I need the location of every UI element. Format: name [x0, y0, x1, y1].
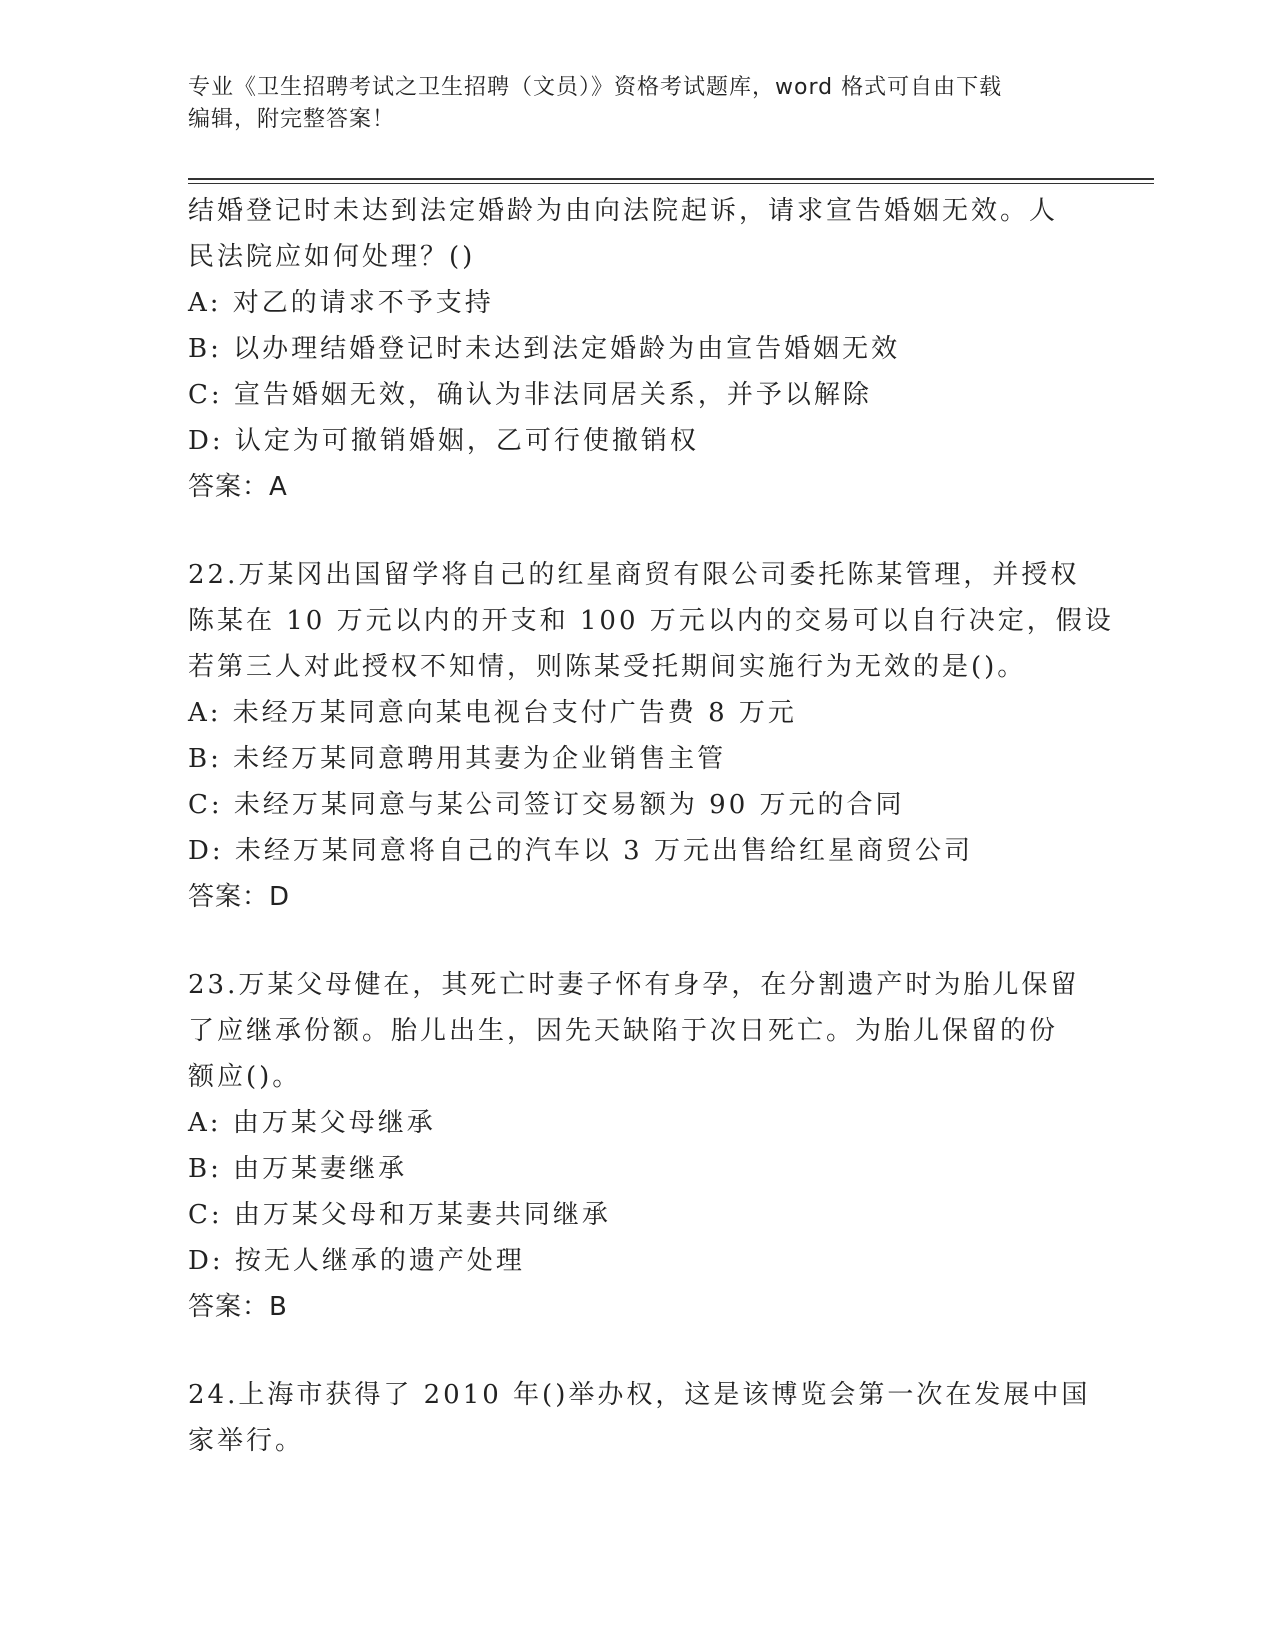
question-stem-line: 了应继承份额。胎儿出生，因先天缺陷于次日死亡。为胎儿保留的份	[188, 1016, 1059, 1046]
option-a: A: 由万某父母继承	[188, 1108, 436, 1138]
option-d: D: 按无人继承的遗产处理	[188, 1246, 525, 1276]
answer-line: 答案：B	[188, 1292, 288, 1322]
question-list	[188, 188, 1114, 1464]
answer-line: 答案：A	[188, 472, 288, 502]
question-stem-line: 家举行。	[188, 1426, 305, 1456]
question-stem-line: 24.上海市获得了 2010 年()举办权，这是该博览会第一次在发展中国	[188, 1380, 1091, 1410]
option-d: D: 认定为可撤销婚姻，乙可行使撤销权	[188, 426, 699, 456]
option-a: A: 对乙的请求不予支持	[188, 288, 494, 318]
question-stem-line: 民法院应如何处理？()	[188, 242, 476, 272]
question-block	[188, 962, 1088, 1330]
option-b: B: 以办理结婚登记时未达到法定婚龄为由宣告婚姻无效	[188, 334, 901, 364]
header-rule-thin	[188, 183, 1154, 184]
question-spacer	[188, 1330, 1088, 1372]
question-block	[188, 552, 1114, 920]
question-stem-line: 额应()。	[188, 1062, 302, 1092]
question-block	[188, 188, 1088, 510]
option-c: C: 宣告婚姻无效，确认为非法同居关系，并予以解除	[188, 380, 872, 410]
header-rule-thick	[188, 178, 1154, 180]
option-b: B: 由万某妻继承	[188, 1154, 408, 1184]
answer-line: 答案：D	[188, 882, 291, 912]
question-stem-line: 结婚登记时未达到法定婚龄为由向法院起诉，请求宣告婚姻无效。人	[188, 196, 1059, 226]
option-c: C: 由万某父母和万某妻共同继承	[188, 1200, 611, 1230]
option-d: D: 未经万某同意将自己的汽车以 3 万元出售给红星商贸公司	[188, 836, 973, 866]
question-stem-line: 陈某在 10 万元以内的开支和 100 万元以内的交易可以自行决定，假设	[188, 606, 1114, 636]
question-spacer	[188, 920, 1088, 962]
header-line-1: 专业《卫生招聘考试之卫生招聘（文员）》资格考试题库，word 格式可自由下载	[188, 75, 1003, 100]
question-stem-line: 22.万某冈出国留学将自己的红星商贸有限公司委托陈某管理，并授权	[188, 560, 1080, 590]
option-a: A: 未经万某同意向某电视台支付广告费 8 万元	[188, 698, 797, 728]
question-block	[188, 1372, 1091, 1464]
document-header	[188, 72, 1088, 136]
question-spacer	[188, 510, 1088, 552]
question-stem-line: 若第三人对此授权不知情，则陈某受托期间实施行为无效的是()。	[188, 652, 1027, 682]
question-stem-line: 23.万某父母健在，其死亡时妻子怀有身孕，在分割遗产时为胎儿保留	[188, 970, 1080, 1000]
option-b: B: 未经万某同意聘用其妻为企业销售主管	[188, 744, 727, 774]
option-c: C: 未经万某同意与某公司签订交易额为 90 万元的合同	[188, 790, 905, 820]
header-line-2: 编辑，附完整答案！	[188, 107, 396, 132]
